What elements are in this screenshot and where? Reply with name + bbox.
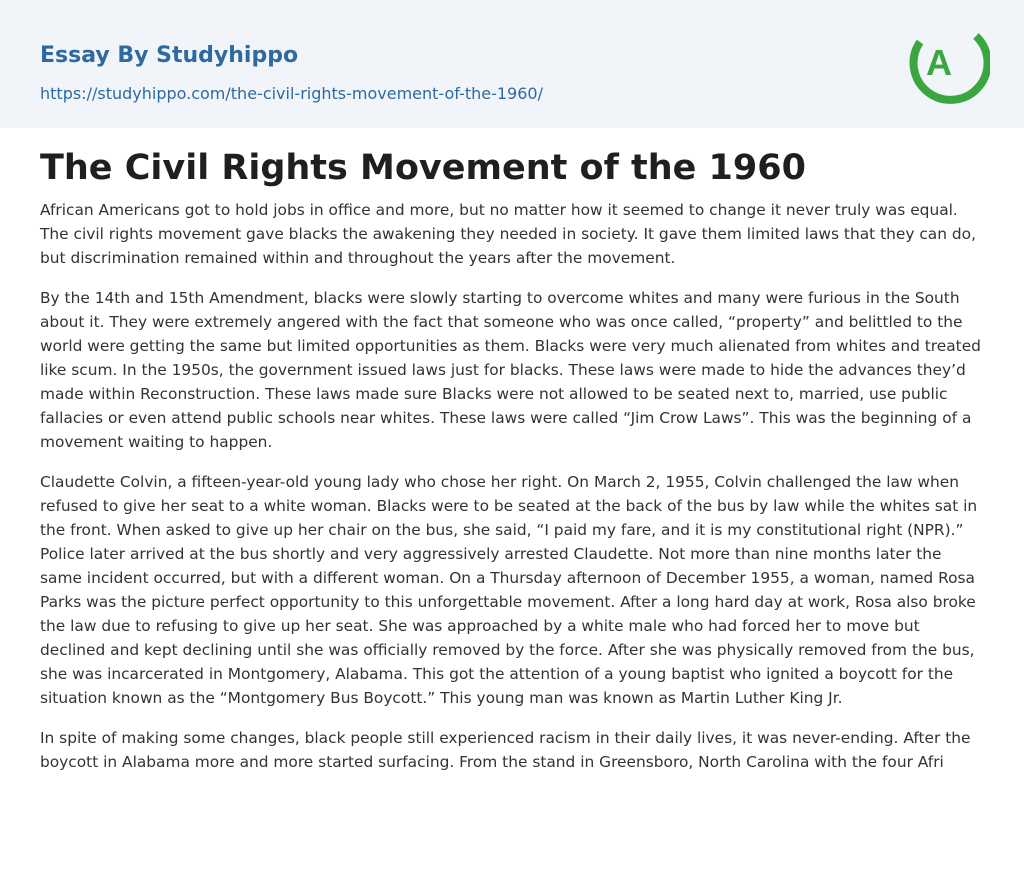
logo-letter: A [926, 42, 952, 83]
essay-paragraph: In spite of making some changes, black people still experienced racism in their daily lives, it was never-ending. After the boycott in Alabama more and more started surfacing. From the stand in Greensboro, North Carolina with the four Afri [40, 729, 971, 771]
page-header [0, 0, 1024, 128]
essay-paragraph: African Americans got to hold jobs in office and more, but no matter how it seemed to change it never truly was equal. The civil rights movement gave blacks the awakening they needed in society. It gave them limited laws that they can do, but discrimination remained within and throughout the years after the movement. [40, 201, 976, 267]
essay-paragraph: Claudette Colvin, a fifteen-year-old young lady who chose her right. On March 2, 1955, Colvin challenged the law when refused to give her seat to a white woman. Blacks were to be seated at the back of the bus by law while the whites sat in the front. When asked to give up her chair on the bus, she said, “I paid my fare, and it is my constitutional right (NPR).” Police later arrived at the bus shortly and very aggressively arrested Claudette. Not more than nine months later the same incident occurred, but with a different woman. On a Thursday afternoon of December 1955, a woman, named Rosa Parks was the picture perfect opportunity to this unforgettable movement. After a long hard day at work, Rosa also broke the law due to refusing to give up her seat. She was approached by a white male who had forced her to move but declined and kept declining until she was officially removed by the force. After she was physically removed from the bus, she was incarcerated in Montgomery, Alabama. This got the attention of a young baptist who ignited a boycott for the situation known as the “Montgomery Bus Boycott.” This young man was known as Martin Luther King Jr. [40, 473, 978, 707]
source-url-link[interactable]: https://studyhippo.com/the-civil-rights-movement-of-the-1960/ [40, 84, 543, 103]
essay-content [40, 144, 985, 790]
essay-paragraph: By the 14th and 15th Amendment, blacks were slowly starting to overcome whites and many were furious in the South about it. They were extremely angered with the fact that someone who was once called, “property” and belittled to the world were getting the same but limited opportunities as them. Blacks were very much alienated from whites and treated like scum. In the 1950s, the government issued laws just for blacks. These laws were made to hide the advances they’d made within Reconstruction. These laws made sure Blacks were not allowed to be seated next to, married, use public fallacies or even attend public schools near whites. These laws were called “Jim Crow Laws”. This was the beginning of a movement waiting to happen. [40, 289, 981, 451]
grade-a-circle-icon [906, 18, 990, 106]
brand-title[interactable]: Essay By Studyhippo [40, 43, 299, 68]
essay-title: The Civil Rights Movement of the 1960 [40, 148, 806, 188]
